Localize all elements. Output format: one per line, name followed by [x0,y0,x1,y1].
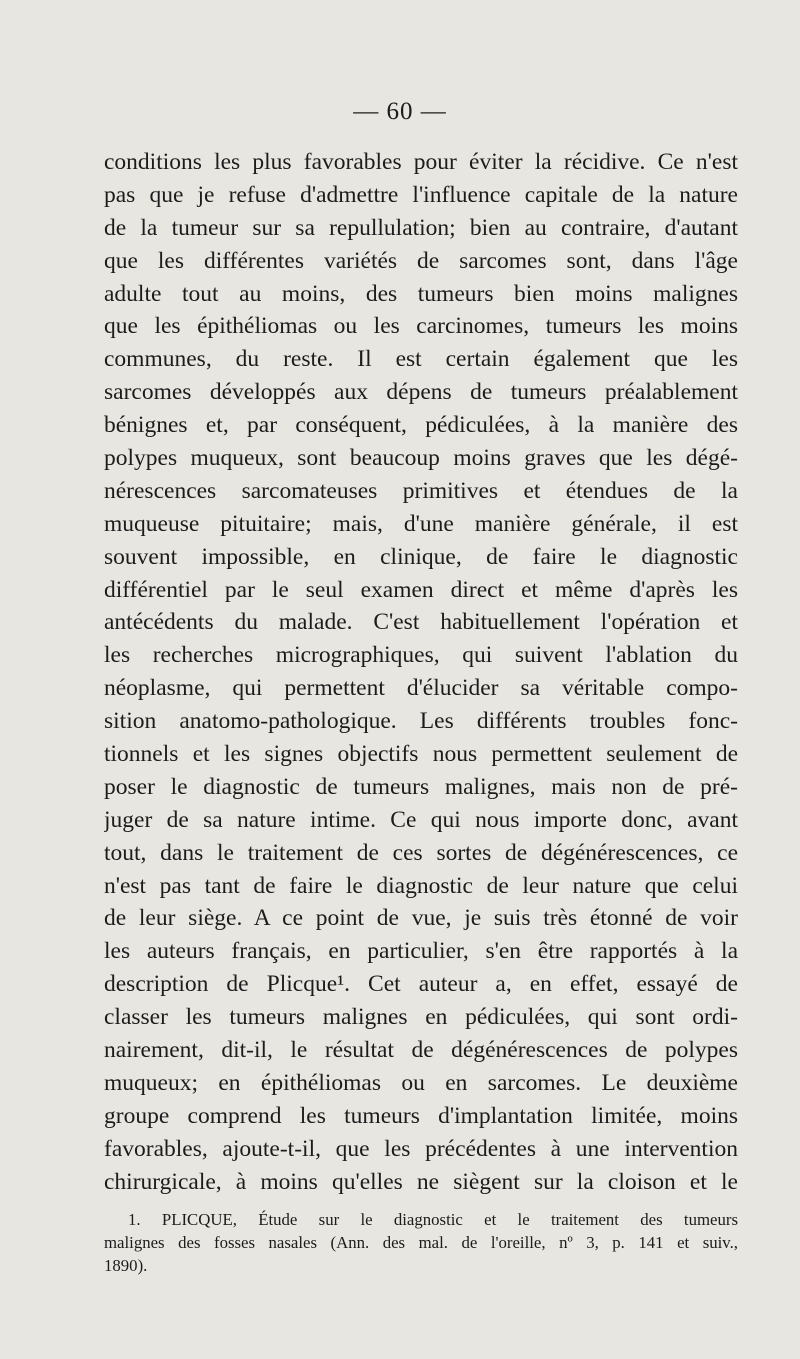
text-line: souvent impossible, en clinique, de faire le diagnostic [104,543,738,570]
text-line: de la tumeur sur sa repullulation; bien au contraire, d'autant [104,214,738,241]
text-line: tionnels et les signes objectifs nous permettent seulement de [104,741,738,768]
text-line: de leur siège. A ce point de vue, je suis très étonné de voir [104,905,738,932]
footnotes [104,1208,738,1277]
text-line: description de Plicque¹. Cet auteur a, en effet, essayé de [104,971,738,998]
text-line: conditions les plus favorables pour éviter la récidive. Ce n'est [104,149,738,175]
text-line: muqueux; en épithéliomas ou en sarcomes. Le deuxième [104,1069,738,1096]
text-line: tout, dans le traitement de ces sortes de dégénérescences, ce [104,839,738,866]
page-number: — 60 — [353,98,447,125]
footnote-line: 1890). [104,1256,148,1275]
text-line: nairement, dit-il, le résultat de dégénérescences de polypes [104,1037,738,1064]
text-line: juger de sa nature intime. Ce qui nous importe donc, avant [104,806,738,833]
text-line: bénignes et, par conséquent, pédiculées, à la manière des [104,412,738,439]
text-line: poser le diagnostic de tumeurs malignes, mais non de pré- [104,773,738,800]
text-line: favorables, ajoute-t-il, que les précédentes à une intervention [104,1135,738,1162]
text-line: sition anatomo-pathologique. Les différents troubles fonc- [104,708,738,735]
text-line: que les différentes variétés de sarcomes sont, dans l'âge [104,247,738,274]
text-line: muqueuse pituitaire; mais, d'une manière générale, il est [104,510,738,537]
text-line: sarcomes développés aux dépens de tumeurs préalablement [104,379,738,406]
text-line: adulte tout au moins, des tumeurs bien moins malignes [104,280,738,307]
text-line: groupe comprend les tumeurs d'implantation limitée, moins [104,1102,738,1129]
text-line: communes, du reste. Il est certain également que les [104,346,738,373]
text-line: différentiel par le seul examen direct et même d'après les [104,576,738,603]
text-line: chirurgicale, à moins qu'elles ne siègent sur la cloison et le [104,1168,738,1195]
text-line: les recherches micrographiques, qui suivent l'ablation du [104,642,738,669]
text-line: nérescences sarcomateuses primitives et étendues de la [104,477,738,504]
text-line: classer les tumeurs malignes en pédiculées, qui sont ordi- [104,1004,738,1031]
text-line: pas que je refuse d'admettre l'influence capitale de la nature [104,181,738,208]
footnote-line: malignes des fosses nasales (Ann. des mal. de l'oreille, nº 3, p. 141 et suiv., [104,1233,738,1252]
text-line: antécédents du malade. C'est habituellement l'opération et [104,609,738,636]
text-line: n'est pas tant de faire le diagnostic de leur nature que celui [104,872,738,899]
text-line: que les épithéliomas ou les carcinomes, tumeurs les moins [104,313,738,340]
footnote-line: 1. PLICQUE, Étude sur le diagnostic et le traitement des tumeurs [128,1210,738,1229]
text-line: néoplasme, qui permettent d'élucider sa véritable compo- [104,675,738,702]
text-line: polypes muqueux, sont beaucoup moins graves que les dégé- [104,445,738,472]
text-line: les auteurs français, en particulier, s'en être rapportés à la [104,938,738,965]
body-text [104,146,738,1199]
